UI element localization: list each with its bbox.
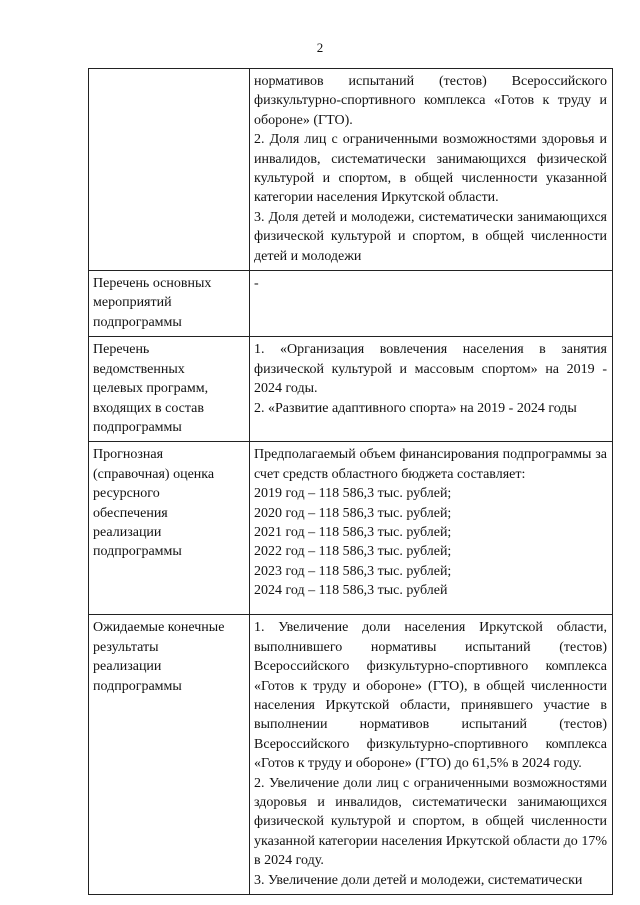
departmental-program-1: 1. «Организация вовлечения населения в занятия физической культурой и массовым спортом» на 2019 - 2024 годы.: [254, 342, 607, 397]
row-label-line: (справочная) оценка: [93, 466, 215, 482]
row-label-cell: [89, 271, 250, 337]
table-row: [89, 271, 613, 337]
row-label-line: Прогнозная: [93, 447, 164, 463]
row-label-line: Перечень основных: [93, 276, 212, 292]
row-label-line: результаты: [93, 639, 159, 655]
main-activities-value: -: [254, 276, 259, 292]
row-label-cell: [89, 337, 250, 442]
funding-year-line: 2023 год – 118 586,3 тыс. рублей;: [254, 563, 452, 579]
funding-intro: Предполагаемый объем финансирования подпрограммы за счет средств областного бюджета составляет:: [254, 447, 607, 482]
row-label-line: подпрограммы: [93, 419, 182, 435]
expected-result-3: 3. Увеличение доли детей и молодежи, систематически: [254, 872, 583, 888]
subprogram-passport-table: [88, 68, 613, 895]
row-label-line: подпрограммы: [93, 678, 182, 694]
row-label-line: Перечень: [93, 342, 150, 358]
funding-year-line: 2021 год – 118 586,3 тыс. рублей;: [254, 524, 452, 540]
row-content-cell: [250, 271, 613, 337]
table-row: [89, 337, 613, 442]
funding-year-line: 2024 год – 118 586,3 тыс. рублей: [254, 583, 448, 599]
row-label-line: подпрограммы: [93, 314, 182, 330]
funding-year-line: 2022 год – 118 586,3 тыс. рублей;: [254, 544, 452, 560]
expected-result-2: 2. Увеличение доли лиц с ограниченными возможностями здоровья и инвалидов, систематически занимающихся физической культурой и спортом, в общей численности указанной категории населения Иркутской области до 17% в 2024 году.: [254, 775, 607, 869]
row-label-line: мероприятий: [93, 295, 172, 311]
row-label-line: реализации: [93, 524, 162, 540]
row-content-cell: [250, 615, 613, 895]
row-label-line: ресурсного: [93, 486, 160, 502]
expected-result-1: 1. Увеличение доли населения Иркутской области, выполнившего нормативы испытаний (тестов) Всероссийского физкультурно-спортивного комплекса «Готов к труду и обороне» (ГТО), в общей численности населения Иркутской области, принявшего участие в выполнении нормативов испытаний (тестов) Всероссийского физкультурно-спортивного комплекса «Готов к труду и обороне» (ГТО) до 61,5% в 2024 году.: [254, 620, 607, 772]
row-label-line: ведомственных: [93, 361, 185, 377]
target-indicator-2: 2. Доля лиц с ограниченными возможностями здоровья и инвалидов, систематически занимающихся физической культурой и спортом, в общей численности указанной категории населения Иркутской области.: [254, 132, 607, 206]
departmental-program-2: 2. «Развитие адаптивного спорта» на 2019 - 2024 годы: [254, 400, 577, 416]
row-label-cell: [89, 69, 250, 271]
row-label-line: целевых программ,: [93, 381, 209, 397]
page-number: 2: [316, 40, 324, 55]
table-row: [89, 615, 613, 895]
table-row: [89, 442, 613, 615]
row-label-cell: [89, 615, 250, 895]
funding-year-line: 2020 год – 118 586,3 тыс. рублей;: [254, 505, 452, 521]
row-content-cell: [250, 69, 613, 271]
row-content-cell: [250, 442, 613, 615]
table-row: [89, 69, 613, 271]
row-content-cell: [250, 337, 613, 442]
row-label-line: подпрограммы: [93, 544, 182, 560]
row-label-line: реализации: [93, 659, 162, 675]
row-label-line: Ожидаемые конечные: [93, 620, 225, 636]
funding-year-line: 2019 год – 118 586,3 тыс. рублей;: [254, 486, 452, 502]
row-label-line: входящих в состав: [93, 400, 205, 416]
row-label-cell: [89, 442, 250, 615]
target-indicator-3: 3. Доля детей и молодежи, систематически занимающихся физической культурой и спортом, в общей численности детей и молодежи: [254, 209, 607, 264]
row-label-line: обеспечения: [93, 505, 168, 521]
target-indicator-1-continued: нормативов испытаний (тестов) Всероссийского физкультурно-спортивного комплекса «Готов к труду и обороне» (ГТО).: [254, 74, 607, 128]
